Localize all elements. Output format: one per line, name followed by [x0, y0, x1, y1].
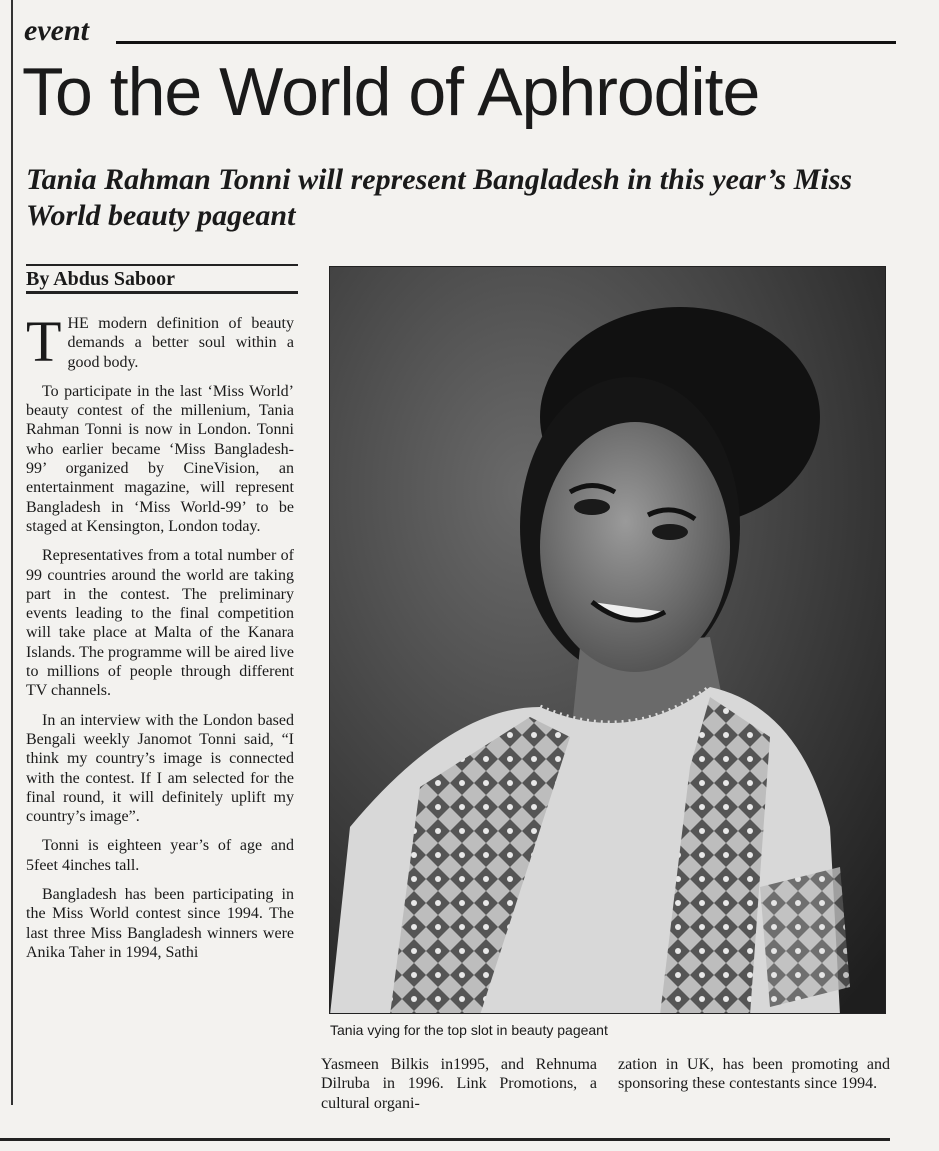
article-column-left	[26, 309, 294, 972]
section-tag: event	[24, 14, 89, 47]
article-paragraph: In an interview with the London based Bengali weekly Janomot Tonni said, “I think my country’s image is connected with the contest. If I am selected for the final round, it will definitely uplift my country’s image”.	[26, 711, 294, 826]
section-rule	[116, 41, 896, 44]
article-paragraph: Tonni is eighteen year’s of age and 5feet 4inches tall.	[26, 837, 294, 874]
drop-cap: T	[26, 309, 62, 374]
byline-rule-top	[26, 264, 298, 266]
continuation-text: Yasmeen Bilkis in1995, and Rehnuma Dilruba in 1996. Link Promotions, a cultural organi-	[321, 1056, 597, 1112]
subhead: Tania Rahman Tonni will represent Bangladesh in this year’s Miss World beauty pageant	[26, 163, 853, 232]
lead-paragraph	[26, 309, 294, 374]
article-paragraph: Representatives from a total number of 99 countries around the world are taking part in the contest. The preliminary events leading to the final competition will take place at Malta of the Kanara Islands. The programme will be aired live to millions of people through different TV channels.	[26, 547, 294, 700]
byline-rule-bottom	[26, 291, 298, 294]
portrait-illustration	[330, 267, 886, 1014]
left-column-rule	[11, 0, 13, 1105]
byline: By Abdus Saboor	[26, 268, 175, 290]
lead-text: HE modern definition of beauty demands a better soul within a good body.	[67, 315, 294, 371]
article-column-right	[618, 1055, 890, 1104]
article-paragraph: To participate in the last ‘Miss World’ beauty contest of the millenium, Tania Rahman Tonni is now in London. Tonni who earlier became ‘Miss Bangladesh-99’ organized by CineVision, an entertainment magazine, will represent Bangladesh in ‘Miss World-99’ to be staged at Kensington, London today.	[26, 382, 294, 535]
photo-caption: Tania vying for the top slot in beauty pageant	[330, 1022, 608, 1038]
bottom-page-rule	[0, 1138, 890, 1141]
article-paragraph: Bangladesh has been participating in the Miss World contest since 1994. The last three Miss Bangladesh winners were Anika Taher in 1994, Sathi	[26, 886, 294, 961]
headline: To the World of Aphrodite	[22, 54, 760, 130]
continuation-text: zation in UK, has been promoting and sponsoring these contestants since 1994.	[618, 1056, 890, 1093]
article-column-middle	[321, 1055, 597, 1123]
portrait-photo	[329, 266, 886, 1014]
